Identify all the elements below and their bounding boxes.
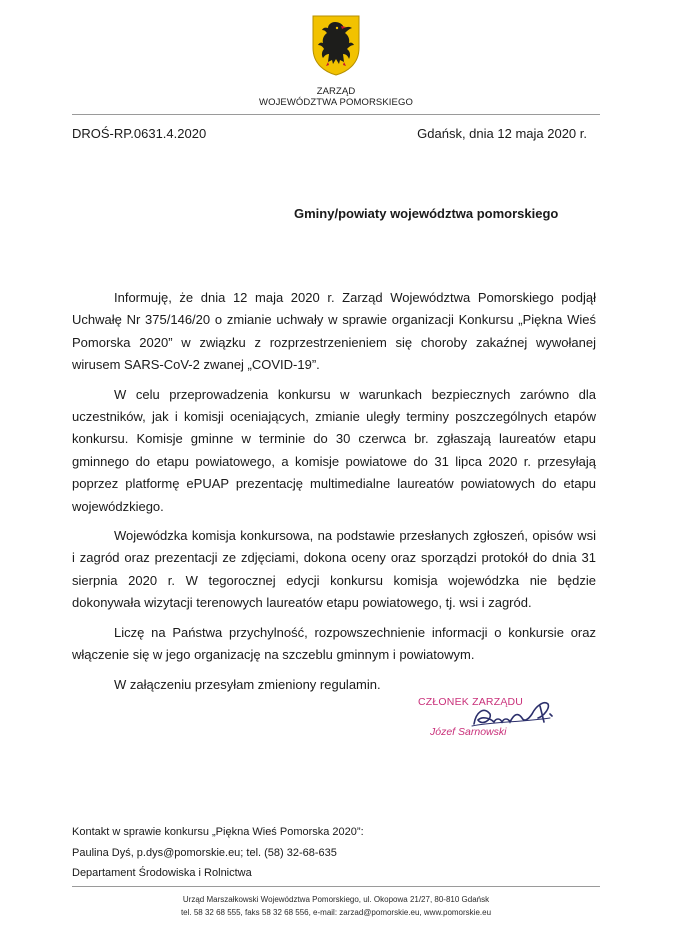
letter-body xyxy=(72,287,596,703)
paragraph-4: Liczę na Państwa przychylność, rozpowszechnienie informacji o konkursie oraz włączenie się w jego organizację na szczeblu gminnym i powiatowym. xyxy=(72,624,596,663)
footer-address: Urząd Marszałkowski Województwa Pomorskiego, ul. Okopowa 21/27, 80-810 Gdańsk xyxy=(182,895,490,904)
contact-line-2: Paulina Dyś, p.dys@pomorskie.eu; tel. (58) 32-68-635 xyxy=(72,846,337,859)
organization-name-line1: ZARZĄD xyxy=(316,86,356,97)
paragraph-3: Wojewódzka komisja konkursowa, na podstawie przesłanych zgłoszeń, opisów wsi i zagród oraz prezentacji ze zdjęciami, dokona oceny oraz sporządzi protokół do dnia 31 sierpnia 2020 r. W tegorocznej edycji konkursu komisja wojewódzka nie będzie dokonywała wizytacji terenowych laureatów etapu powiatowego, tj. wsi i zagród. xyxy=(72,528,596,611)
contact-info xyxy=(72,822,364,884)
footer-divider xyxy=(72,886,600,887)
footer-contacts: tel. 58 32 68 555, faks 58 32 68 556, e-mail: zarzad@pomorskie.eu, www.pomorskie.eu xyxy=(180,907,492,917)
footer xyxy=(72,894,600,919)
organization-name xyxy=(236,86,436,108)
paragraph-2: W celu przeprowadzenia konkursu w warunkach bezpiecznych zarówno dla uczestników, jak i komisji oceniających, zmianie uległy terminy poszczególnych etapów konkursu. Komisje gminne w terminie do 30 czerwca br. zgłaszają laureatów etapu gminnego do etapu powiatowego, a komisje powiatowe do 31 lipca 2020 r. przesyłają poprzez platformę ePUAP prezentację multimedialne laureatów powiatowych do etapu wojewódzkiego. xyxy=(72,386,596,514)
griffin-crest-icon xyxy=(311,14,361,76)
addressee: Gminy/powiaty województwa pomorskiego xyxy=(294,206,559,221)
paragraph-5: W załączeniu przesyłam zmieniony regulamin. xyxy=(114,676,381,692)
contact-line-1: Kontakt w sprawie konkursu „Piękna Wieś Pomorska 2020”: xyxy=(72,826,364,838)
paragraph-1: Informuję, że dnia 12 maja 2020 r. Zarząd Województwa Pomorskiego podjął Uchwałę Nr 375/146/20 o zmianie uchwały w sprawie organizacji Konkursu „Piękna Wieś Pomorska 2020” w związku z rozprzestrzenieniem się choroby zakaźnej wywołanej wirusem SARS-CoV-2 zwanej „COVID-19”. xyxy=(72,290,596,373)
organization-name-line2: WOJEWÓDZTWA POMORSKIEGO xyxy=(259,97,413,108)
signatory-title: CZŁONEK ZARZĄDU xyxy=(418,696,524,708)
header-divider xyxy=(72,114,600,115)
place-and-date: Gdańsk, dnia 12 maja 2020 r. xyxy=(417,126,587,141)
signatory-name: Józef Sarnowski xyxy=(430,726,507,738)
reference-number: DROŚ-RP.0631.4.2020 xyxy=(72,126,207,141)
signature-stamp xyxy=(412,692,562,748)
contact-line-3: Departament Środowiska i Rolnictwa xyxy=(72,867,252,879)
